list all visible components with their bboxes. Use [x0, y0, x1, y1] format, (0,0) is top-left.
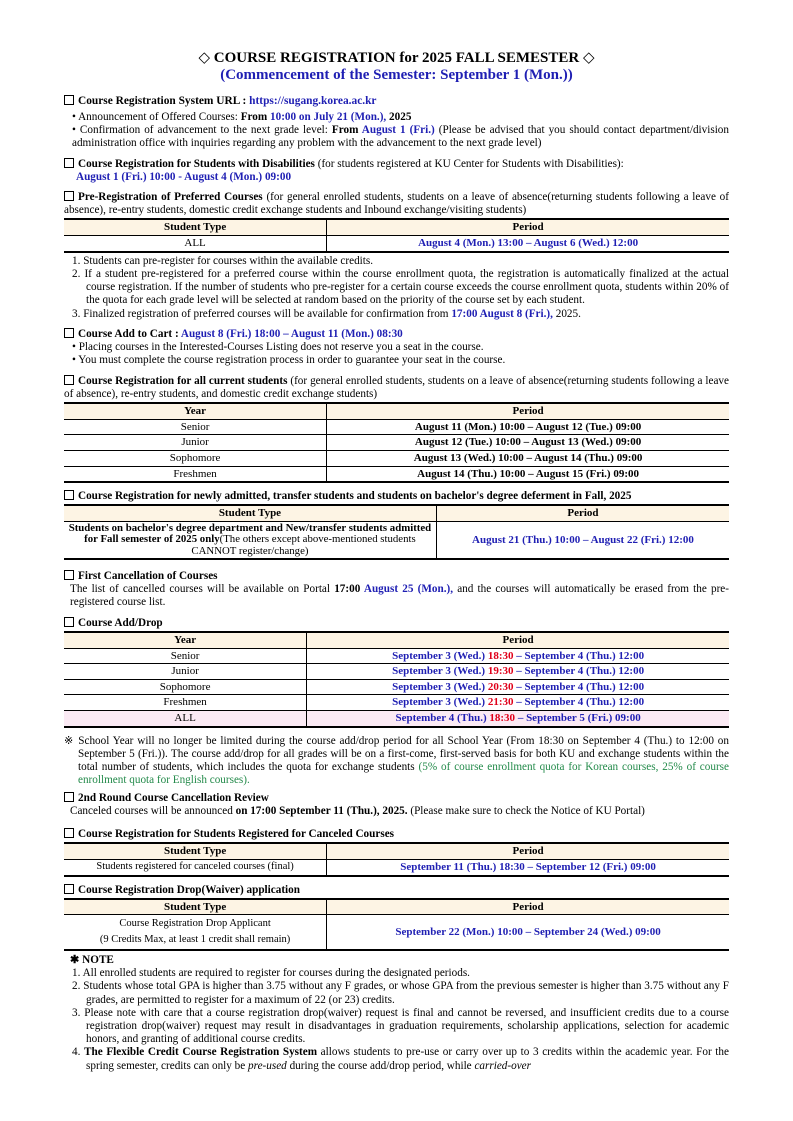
- table-header: Year: [64, 403, 327, 419]
- canceled-courses-table: [64, 842, 729, 876]
- url-section: Course Registration System URL : https://sugang.korea.ac.kr • Announcement of Offered Courses: From 10:00 on July 21 (Mon.), 2025 • Confirmation of advancement to the next grade level: From August 1 (Fri.) (Please be advised that you should contact department/division administration office with inquiries regarding any problem with the advancement to the next grade level): [64, 95, 729, 151]
- table-row: Junior August 12 (Tue.) 10:00 – August 13 (Wed.) 09:00: [64, 435, 729, 451]
- table-row: Senior August 11 (Mon.) 10:00 – August 12 (Tue.) 09:00: [64, 419, 729, 435]
- checkbox-icon: [64, 617, 74, 627]
- add-drop-note: ※ School Year will no longer be limited during the course add/drop period for all School Year (From 18:30 on September 4 (Thu.) to 12:00 on September 5 (Fri.)). The course add/drop for all grades will be on a first-come, first-served basis for both KU and exchange students within the total number of students, which includes the quota for exchange students (5% of course enrollment quota for Korean courses, 25% of course enrollment quota for English courses).: [64, 734, 729, 787]
- advancement-line: • Confirmation of advancement to the next grade level: From August 1 (Fri.) (Please be advised that you should contact department/division administration office with inquiries regarding any problem with the advancement to the next grade level): [72, 124, 729, 150]
- table-header: Period: [327, 843, 729, 859]
- add-drop-section: Course Add/Drop Year Period Senior September 3 (Wed.) 18:30 – September 4 (Thu.) 12:00 Junior September 3 (Wed.) 19:30 – September 4 (Thu.) 12:00 Sophomore September 3 (Wed.) 20:30 – September 4 (Thu.) 12:00 Freshmen September 3 (Wed.) 21:30 – September 4 (Thu.) 12:00 ALL September 4 (Thu.) 18:30 – September 5 (Fri.) 09:00 ※ School Year will no longer be limited during the course add/drop period for all School Year (From 18:30 on September 4 (Thu.) to 12:00 on September 5 (Fri.)). The course add/drop for all grades will be on a first-come, first-served basis for both KU and exchange students within the total number of students, which includes the quota for exchange students (5% of course enrollment quota for Korean courses, 25% of course enrollment quota for English courses).: [64, 616, 729, 787]
- page-title: ◇ COURSE REGISTRATION for 2025 FALL SEMESTER ◇ (Commencement of the Semester: September 1 (Mon.)): [64, 50, 729, 85]
- checkbox-icon: [64, 328, 74, 338]
- canceled-courses-section: Course Registration for Students Registered for Canceled Courses Student Type Period Students registered for canceled courses (final) September 11 (Thu.) 18:30 – September 12 (Fri.) 09:00: [64, 828, 729, 877]
- system-url-link[interactable]: https://sugang.korea.ac.kr: [249, 94, 377, 107]
- table-header: Student Type: [64, 505, 436, 521]
- checkbox-icon: [64, 490, 74, 500]
- table-row: Students on bachelor's degree department and New/transfer students admitted for Fall semester of 2025 only(The others except above-mentioned students CANNOT register/change) August 21 (Thu.) 10:00 – August 22 (Fri.) 12:00: [64, 522, 729, 559]
- preregistration-notes: 1. Students can pre-register for courses within the available credits. 2. If a student pre-registered for a preferred course within the course enrollment quota, the registration is automatically finalized at the actual course registration. If the number of students who pre-register for a certain course exceeds the course enrollment quota, students within 20% of the quota for each grade level will be selected at random based on the priority of the course set by each student. 3. Finalized registration of preferred courses will be available for confirmation from 17:00 August 8 (Fri.), 2025.: [72, 254, 729, 320]
- waiver-section: Course Registration Drop(Waiver) application Student Type Period Course Registration Drop Applicant (9 Credits Max, at least 1 credit shall remain) September 22 (Mon.) 10:00 – September 24 (Wed.) 09:00: [64, 884, 729, 951]
- disabilities-section: Course Registration for Students with Disabilities (for students registered at KU Center for Students with Disabilities): August 1 (Fri.) 10:00 - August 4 (Mon.) 09:00: [64, 158, 729, 184]
- checkbox-icon: [64, 191, 74, 201]
- disabilities-dates: August 1 (Fri.) 10:00 - August 4 (Mon.) 09:00: [76, 170, 292, 183]
- checkbox-icon: [64, 375, 74, 385]
- table-header: Student Type: [64, 219, 327, 235]
- current-students-section: Course Registration for all current students (for general enrolled students, students on a leave of absence(returning students following a leave of absence), re-entry students, and domestic credit exchange students) Year Period Senior August 11 (Mon.) 10:00 – August 12 (Tue.) 09:00 Junior August 12 (Tue.) 10:00 – August 13 (Wed.) 09:00 Sophomore August 13 (Wed.) 10:00 – August 14 (Thu.) 09:00 Freshmen August 14 (Thu.) 10:00 – August 15 (Fri.) 09:00: [64, 375, 729, 484]
- page-subtitle: (Commencement of the Semester: September 1 (Mon.)): [220, 67, 573, 84]
- second-cancellation-section: 2nd Round Course Cancellation Review Canceled courses will be announced on 17:00 September 11 (Thu.), 2025. (Please make sure to check the Notice of KU Portal): [64, 792, 729, 818]
- table-header: Period: [327, 403, 729, 419]
- table-row: ALL August 4 (Mon.) 13:00 – August 6 (Wed.) 12:00: [64, 236, 729, 252]
- table-header: Period: [327, 899, 729, 915]
- checkbox-icon: [64, 884, 74, 894]
- table-row: Senior September 3 (Wed.) 18:30 – September 4 (Thu.) 12:00: [64, 648, 729, 664]
- newly-admitted-section: Course Registration for newly admitted, transfer students and students on bachelor's degree deferment in Fall, 2025 Student Type Period Students on bachelor's degree department and New/transfer students admitted for Fall semester of 2025 only(The others except above-mentioned students CANNOT register/change) August 21 (Thu.) 10:00 – August 22 (Fri.) 12:00: [64, 490, 729, 560]
- table-row: Freshmen September 3 (Wed.) 21:30 – September 4 (Thu.) 12:00: [64, 695, 729, 711]
- note-list: 1. All enrolled students are required to register for courses during the designated periods. 2. Students whose total GPA is higher than 3.75 without any F grades, or whose GPA from the previous semester is higher than 3.75 without any F grades, are permitted to register for a maximum of 22 (or 23) credits. 3. Please note with care that a course registration drop(waiver) request is final and cannot be reversed, and insufficient credits due to a course registration drop(waiver) request may result in disadvantages in graduation requirements, scholarship applications, selection for academic honors, and granting of additional course credits. 4. The Flexible Credit Course Registration System allows students to pre-use or carry over up to 3 credits within the academic year. For the spring semester, credits can only be pre-used during the course add/drop period, while carried-over: [72, 967, 729, 1072]
- table-header: Period: [327, 219, 729, 235]
- cart-bullet: • You must complete the course registration process in order to guarantee your seat in the course.: [72, 354, 506, 367]
- current-students-table: [64, 402, 729, 483]
- table-row: Sophomore August 13 (Wed.) 10:00 – August 14 (Thu.) 09:00: [64, 450, 729, 466]
- table-header: Student Type: [64, 899, 327, 915]
- note-heading: ✱ NOTE: [70, 953, 114, 966]
- newly-admitted-table: [64, 504, 729, 560]
- checkbox-icon: [64, 792, 74, 802]
- table-header: Year: [64, 632, 307, 648]
- table-row: Course Registration Drop Applicant (9 Credits Max, at least 1 credit shall remain) September 22 (Mon.) 10:00 – September 24 (Wed.) 09:00: [64, 915, 729, 950]
- table-header: Period: [436, 505, 729, 521]
- announcement-line: • Announcement of Offered Courses: From 10:00 on July 21 (Mon.), 2025: [72, 110, 412, 123]
- waiver-table: [64, 898, 729, 951]
- add-drop-table: [64, 631, 729, 728]
- table-row: Freshmen August 14 (Thu.) 10:00 – August 15 (Fri.) 09:00: [64, 466, 729, 482]
- cart-section: Course Add to Cart : August 8 (Fri.) 18:00 – August 11 (Mon.) 08:30 • Placing courses in the Interested-Courses Listing does not reserve you a seat in the course. • You must complete the course registration process in order to guarantee your seat in the course.: [64, 328, 729, 368]
- note-section: [64, 954, 729, 1073]
- table-row: Sophomore September 3 (Wed.) 20:30 – September 4 (Thu.) 12:00: [64, 679, 729, 695]
- table-row: Junior September 3 (Wed.) 19:30 – September 4 (Thu.) 12:00: [64, 664, 729, 680]
- checkbox-icon: [64, 828, 74, 838]
- first-cancellation-section: First Cancellation of Courses The list of cancelled courses will be available on Portal 17:00 August 25 (Mon.), and the courses will automatically be erased from the pre-registered course list.: [64, 570, 729, 610]
- checkbox-icon: [64, 95, 74, 105]
- table-row: ALL September 4 (Thu.) 18:30 – September 5 (Fri.) 09:00: [64, 711, 729, 727]
- checkbox-icon: [64, 570, 74, 580]
- table-header: Student Type: [64, 843, 327, 859]
- preregistration-table: [64, 218, 729, 252]
- cart-bullet: • Placing courses in the Interested-Courses Listing does not reserve you a seat in the course.: [72, 341, 484, 354]
- checkbox-icon: [64, 158, 74, 168]
- table-header: Period: [307, 632, 729, 648]
- table-row: Students registered for canceled courses (final) September 11 (Thu.) 18:30 – September 12 (Fri.) 09:00: [64, 859, 729, 875]
- preregistration-section: Pre-Registration of Preferred Courses (for general enrolled students, students on a leave of absence(returning students following a leave of absence), re-entry students, domestic credit exchange students and Inbound exchange/visiting students) Student Type Period ALL August 4 (Mon.) 13:00 – August 6 (Wed.) 12:00 1. Students can pre-register for courses within the available credits. 2. If a student pre-registered for a preferred course within the course enrollment quota, the registration is automatically finalized at the actual course registration. If the number of students who pre-register for a certain course exceeds the course enrollment quota, students within 20% of the quota for each grade level will be selected at random based on the priority of the course set by each student. 3. Finalized registration of preferred courses will be available for confirmation from 17:00 August 8 (Fri.), 2025.: [64, 191, 729, 320]
